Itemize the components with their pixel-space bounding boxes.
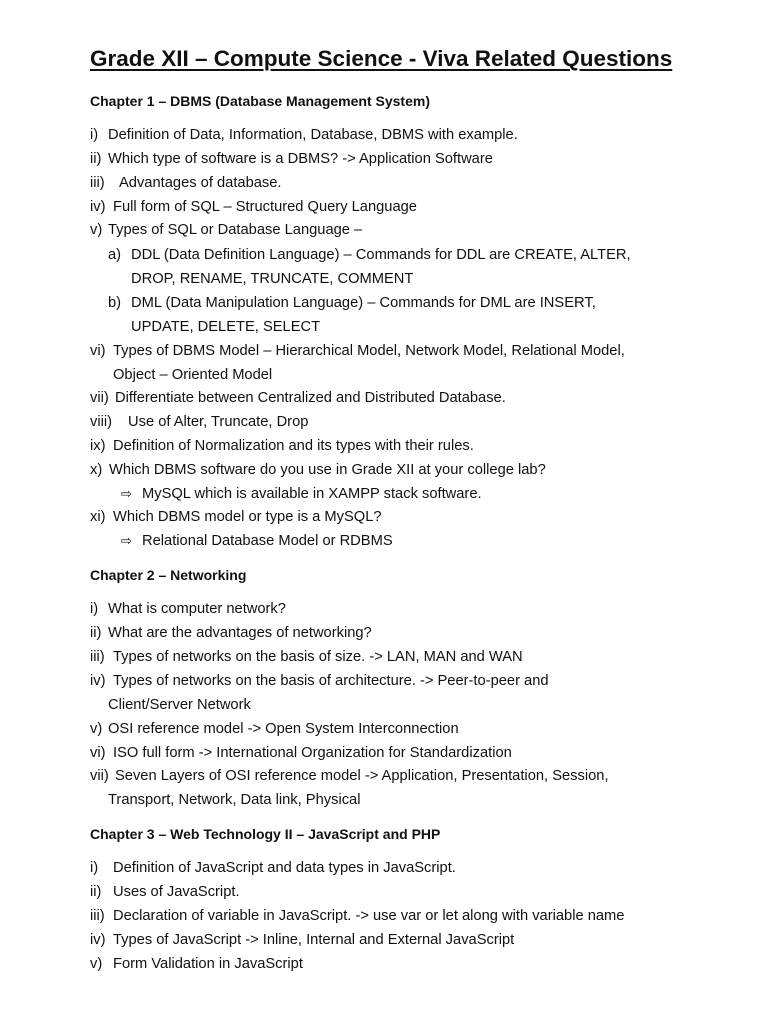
- question-number: iv): [90, 199, 106, 215]
- question-number: iii): [90, 175, 105, 191]
- question-text: DROP, RENAME, TRUNCATE, COMMENT: [131, 271, 414, 287]
- question-text: Form Validation in JavaScript: [113, 956, 303, 972]
- question-text: Types of networks on the basis of size. -> LAN, MAN and WAN: [113, 649, 523, 665]
- question-line: [90, 222, 362, 238]
- answer-line: [121, 533, 393, 549]
- question-line: [108, 247, 631, 263]
- question-number: ii): [90, 625, 102, 641]
- answer-text: MySQL which is available in XAMPP stack software.: [142, 486, 482, 502]
- question-line: [90, 438, 474, 454]
- question-text: DDL (Data Definition Language) – Commands for DDL are CREATE, ALTER,: [131, 247, 631, 263]
- answer-text: Relational Database Model or RDBMS: [142, 533, 393, 549]
- question-line: [90, 956, 303, 972]
- question-text: Differentiate between Centralized and Distributed Database.: [115, 390, 506, 406]
- question-line: [90, 673, 549, 689]
- question-number: ii): [90, 884, 102, 900]
- question-text: Full form of SQL – Structured Query Language: [113, 199, 417, 215]
- question-line: [131, 271, 413, 287]
- question-text: DML (Data Manipulation Language) – Commands for DML are INSERT,: [131, 295, 596, 311]
- question-line: [113, 367, 272, 383]
- question-text: Which DBMS software do you use in Grade XII at your college lab?: [109, 462, 546, 478]
- question-line: [90, 625, 372, 641]
- question-text: Use of Alter, Truncate, Drop: [128, 414, 309, 430]
- question-line: [90, 721, 459, 737]
- question-number: b): [108, 295, 122, 311]
- answer-line: [121, 486, 482, 502]
- question-line: [90, 649, 523, 665]
- question-number: iv): [90, 673, 106, 689]
- question-text: Which DBMS model or type is a MySQL?: [113, 509, 382, 525]
- question-number: a): [108, 247, 122, 263]
- question-text: Client/Server Network: [108, 697, 251, 713]
- question-number: v): [90, 956, 103, 972]
- question-line: [90, 175, 282, 191]
- question-text: ISO full form -> International Organization for Standardization: [113, 745, 512, 761]
- question-line: [90, 884, 240, 900]
- question-text: OSI reference model -> Open System Interconnection: [108, 721, 459, 737]
- question-line: [108, 295, 596, 311]
- question-number: v): [90, 222, 103, 238]
- question-line: [90, 768, 609, 784]
- question-text: Object – Oriented Model: [113, 367, 273, 383]
- question-line: [90, 127, 518, 143]
- question-number: viii): [90, 414, 113, 430]
- question-number: iii): [90, 649, 105, 665]
- chapter-heading: Chapter 3 – Web Technology II – JavaScript and PHP: [90, 826, 441, 842]
- question-text: Advantages of database.: [119, 175, 282, 191]
- question-line: [90, 343, 625, 359]
- question-number: i): [90, 601, 99, 617]
- question-number: x): [90, 462, 103, 478]
- question-text: What are the advantages of networking?: [108, 625, 372, 641]
- chapter-heading: Chapter 2 – Networking: [90, 567, 247, 583]
- question-line: [90, 601, 286, 617]
- question-text: Definition of JavaScript and data types in JavaScript.: [113, 860, 456, 876]
- question-line: [90, 199, 417, 215]
- question-line: [90, 908, 624, 924]
- chapter-heading: Chapter 1 – DBMS (Database Management System): [90, 93, 430, 109]
- question-text: Types of networks on the basis of architecture. -> Peer-to-peer and: [113, 673, 549, 689]
- question-line: [108, 697, 251, 713]
- arrow-right-icon: ⇨: [121, 533, 132, 548]
- question-line: [90, 390, 506, 406]
- question-number: iv): [90, 932, 106, 948]
- question-number: ix): [90, 438, 106, 454]
- question-text: Types of SQL or Database Language –: [108, 222, 363, 238]
- question-text: Definition of Data, Information, Database, DBMS with example.: [108, 127, 518, 143]
- question-text: Transport, Network, Data link, Physical: [108, 792, 361, 808]
- question-number: vii): [90, 390, 109, 406]
- question-line: [90, 509, 382, 525]
- question-text: Declaration of variable in JavaScript. -> use var or let along with variable name: [113, 908, 625, 924]
- question-number: i): [90, 127, 99, 143]
- question-number: vi): [90, 343, 106, 359]
- question-number: xi): [90, 509, 106, 525]
- question-line: [90, 745, 512, 761]
- question-text: Seven Layers of OSI reference model -> Application, Presentation, Session,: [115, 768, 609, 784]
- question-line: [108, 792, 361, 808]
- question-line: [90, 414, 308, 430]
- question-number: iii): [90, 908, 105, 924]
- question-number: i): [90, 860, 99, 876]
- question-text: Which type of software is a DBMS? -> Application Software: [108, 151, 493, 167]
- question-text: Definition of Normalization and its types with their rules.: [113, 438, 474, 454]
- question-text: Types of JavaScript -> Inline, Internal and External JavaScript: [113, 932, 515, 948]
- question-text: UPDATE, DELETE, SELECT: [131, 319, 321, 335]
- question-line: [131, 319, 320, 335]
- question-line: [90, 151, 493, 167]
- question-number: v): [90, 721, 103, 737]
- question-text: What is computer network?: [108, 601, 286, 617]
- question-number: vii): [90, 768, 109, 784]
- page-title: Grade XII – Compute Science - Viva Related Questions: [90, 46, 673, 71]
- question-number: vi): [90, 745, 106, 761]
- question-text: Types of DBMS Model – Hierarchical Model, Network Model, Relational Model,: [113, 343, 625, 359]
- question-line: [90, 860, 456, 876]
- arrow-right-icon: ⇨: [121, 486, 132, 501]
- question-line: [90, 932, 514, 948]
- question-number: ii): [90, 151, 102, 167]
- question-line: [90, 462, 546, 478]
- question-text: Uses of JavaScript.: [113, 884, 240, 900]
